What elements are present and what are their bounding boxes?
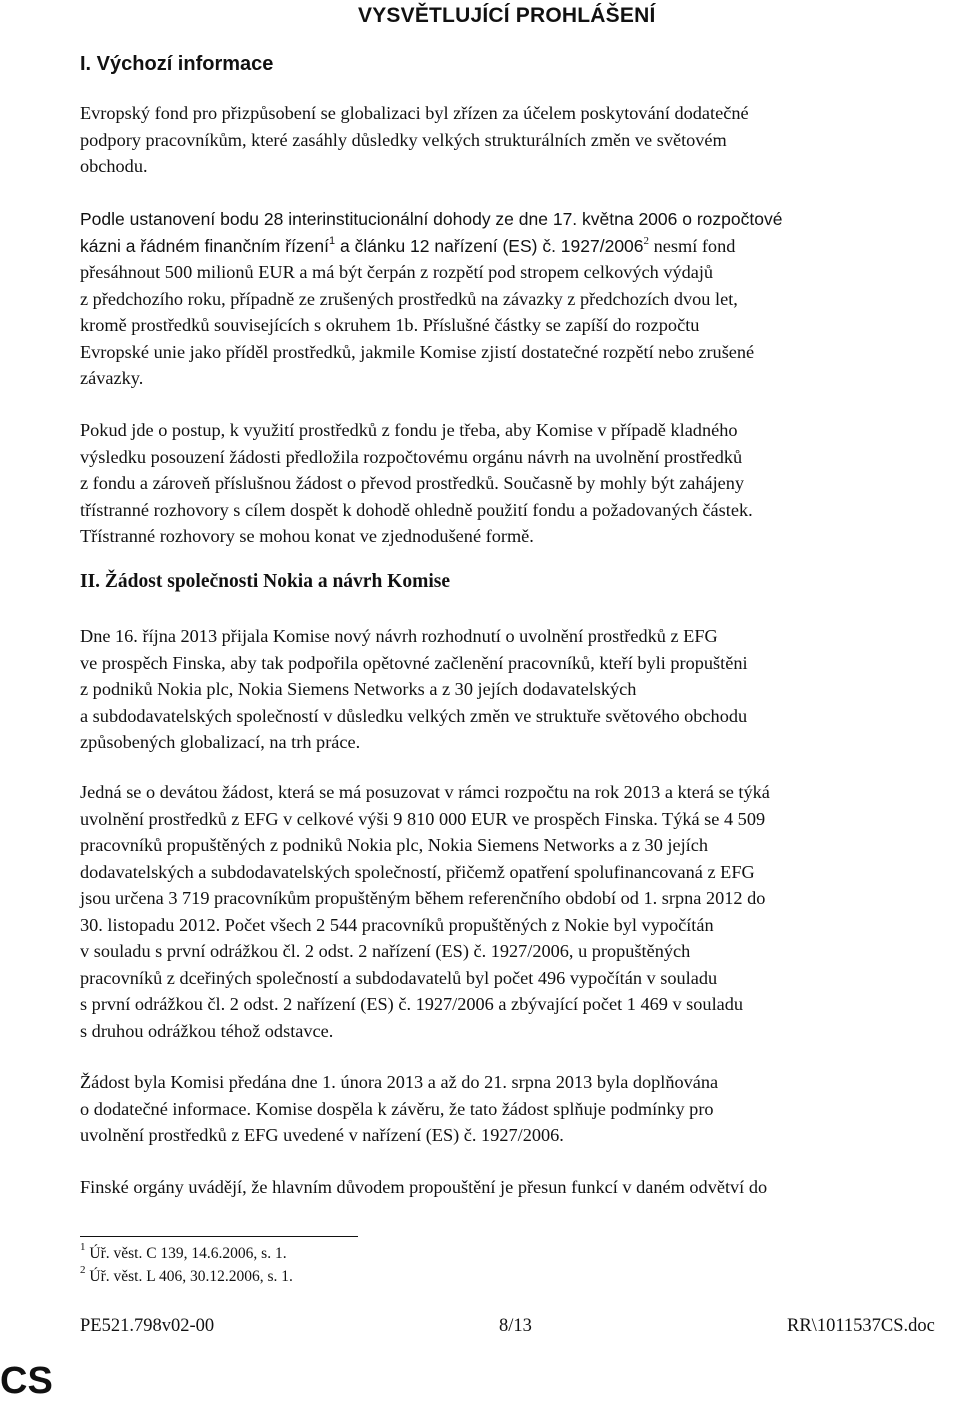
footnote-number: 2	[80, 1264, 86, 1276]
text-line: jsou určena 3 719 pracovníkům propuštěným během referenčního období od 1. srpna 2012 do	[80, 888, 766, 908]
text-run: nesmí fond	[649, 235, 736, 256]
text-line: ve prospěch Finska, aby tak podpořila opětovné začlenění pracovníků, kteří byli propuštěni	[80, 652, 748, 673]
text-line: z podniků Nokia plc, Nokia Siemens Networks a z 30 jejích dodavatelských	[80, 679, 637, 699]
text-line: pracovníků propuštěných z podniků Nokia plc, Nokia Siemens Networks a z 30 jejích	[80, 835, 709, 855]
paragraph-proposal	[80, 623, 960, 756]
footer-doc-ref: PE521.798v02-00	[80, 1316, 215, 1336]
text-line: uvolnění prostředků z EFG v celkové výši 9 810 000 EUR ve prospěch Finska. Týká se 4 509	[80, 808, 766, 829]
text-line: Žádost byla Komisi předána dne 1. února 2013 a až do 21. srpna 2013 byla doplňována	[80, 1072, 719, 1092]
text-line: Evropský fond pro přizpůsobení se globalizaci byl zřízen za účelem poskytování dodatečné	[80, 103, 749, 123]
text-line: závazky.	[80, 368, 144, 388]
text-line: výsledku posouzení žádosti předložila rozpočtovému orgánu návrh na uvolnění prostředků	[80, 446, 743, 467]
text-line: Finské orgány uvádějí, že hlavním důvodem propouštění je přesun funkcí v daném odvětví do	[80, 1177, 768, 1197]
text-line: třístranné rozhovory s cílem dospět k dohodě ohledně použití fondu a požadovaných částek.	[80, 499, 753, 520]
paragraph-intro	[80, 100, 960, 180]
text-line: podpory pracovníkům, které zasáhly důsledky velkých strukturálních změn ve světovém	[80, 129, 727, 150]
text-line: Evropské unie jako příděl prostředků, jakmile Komise zjistí dostatečné rozpětí nebo zrušené	[80, 341, 755, 362]
text-line: z předchozího roku, případně ze zrušených prostředků na závazky z předchozích dvou let,	[80, 288, 738, 309]
footnotes	[80, 1242, 293, 1288]
text-line: z fondu a zároveň příslušnou žádost o převod prostředků. Současně by mohly být zahájeny	[80, 473, 745, 493]
text-line: Jedná se o devátou žádost, která se má posuzovat v rámci rozpočtu na rok 2013 a která se týká	[80, 782, 770, 802]
footnote-number: 1	[80, 1241, 86, 1253]
text-line: s první odrážkou čl. 2 odst. 2 nařízení (ES) č. 1927/2006 a zbývající počet 1 469 v souladu	[80, 994, 744, 1014]
text-line: dodavatelských a subdodavatelských společností, přičemž opatření spolufinancovaná z EFG	[80, 861, 755, 882]
footnote-1	[80, 1242, 293, 1265]
footnote-text: Úř. věst. L 406, 30.12.2006, s. 1.	[85, 1268, 293, 1285]
text-line: kromě prostředků souvisejících s okruhem 1b. Příslušné částky se zapíší do rozpočtu	[80, 315, 700, 335]
paragraph-budget	[80, 206, 960, 392]
text-line: přesáhnout 500 milionů EUR a má být čerpán z rozpětí pod stropem celkových výdajů	[80, 262, 714, 282]
text-line: 30. listopadu 2012. Počet všech 2 544 pracovníků propuštěných z Nokie byl vypočítán	[80, 914, 714, 935]
text-line: Podle ustanovení bodu 28 interinstitucionální dohody ze dne 17. května 2006 o rozpočtové	[80, 209, 783, 229]
footer-file-ref: RR\1011537CS.doc	[787, 1316, 935, 1336]
paragraph-reasons	[80, 1174, 960, 1201]
text-line: Dne 16. října 2013 přijala Komise nový návrh rozhodnutí o uvolnění prostředků z EFG	[80, 626, 718, 646]
text-line: uvolnění prostředků z EFG uvedené v nařízení (ES) č. 1927/2006.	[80, 1125, 564, 1145]
section-heading-1: I. Výchozí informace	[80, 53, 274, 75]
language-code: CS	[0, 1360, 53, 1402]
paragraph-procedure	[80, 417, 960, 550]
footnote-ref-1[interactable]: 1	[329, 234, 336, 247]
text-line: o dodatečné informace. Komise dospěla k závěru, že tato žádost splňuje podmínky pro	[80, 1098, 714, 1119]
footnote-divider	[80, 1236, 358, 1237]
text-run: kázni a řádném finančním řízení	[80, 235, 330, 256]
document-title: VYSVĚTLUJÍCÍ PROHLÁŠENÍ	[358, 4, 656, 27]
text-line: Pokud jde o postup, k využití prostředků z fondu je třeba, aby Komise v případě kladného	[80, 420, 738, 440]
text-line: Třístranné rozhovory se mohou konat ve zjednodušené formě.	[80, 526, 534, 546]
text-line: pracovníků z dceřiných společností a subdodavatelů byl počet 496 vypočítán v souladu	[80, 967, 718, 988]
section-heading-2: II. Žádost společnosti Nokia a návrh Komise	[80, 571, 451, 592]
footer-page-number: 8/13	[499, 1316, 532, 1336]
text-line: s druhou odrážkou téhož odstavce.	[80, 1020, 334, 1041]
text-line: a subdodavatelských společností v důsledku velkých změn ve struktuře světového obchodu	[80, 705, 748, 726]
footnote-ref-2[interactable]: 2	[643, 234, 650, 247]
paragraph-application	[80, 779, 960, 1044]
text-line: způsobených globalizací, na trh práce.	[80, 732, 361, 752]
text-line: obchodu.	[80, 156, 148, 176]
text-run: a článku 12 nařízení (ES) č. 1927/2006	[335, 235, 644, 256]
footnote-text: Úř. věst. C 139, 14.6.2006, s. 1.	[85, 1245, 287, 1262]
text-line: v souladu s první odrážkou čl. 2 odst. 2 nařízení (ES) č. 1927/2006, u propuštěných	[80, 941, 691, 961]
footnote-2	[80, 1265, 293, 1288]
paragraph-submission	[80, 1069, 960, 1149]
